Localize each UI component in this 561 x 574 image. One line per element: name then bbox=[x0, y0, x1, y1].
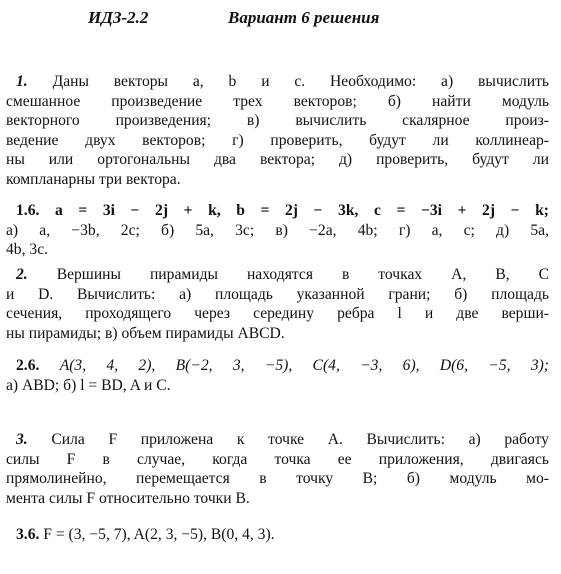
task-1-variant bbox=[6, 201, 549, 260]
task-2-line-1: 2. Вершины пирамиды находятся в точках A, B, C bbox=[16, 266, 549, 283]
task-1 bbox=[6, 72, 549, 190]
task-1-number: 1. bbox=[16, 73, 28, 90]
task-3-line-1: 3. Сила F приложена к точке A. Вычислить: а) работу bbox=[16, 431, 549, 448]
task-1-vectors bbox=[6, 201, 549, 221]
task-1-line-6: компланарны три вектора. bbox=[6, 170, 181, 188]
task-2-line-2: и D. Вычислить: а) площадь указанной грани; б) площадь bbox=[6, 285, 549, 303]
task-2-answer: а) ABD; б) l = BD, A и C. bbox=[6, 376, 171, 394]
task-1-line-5: ны или ортогональны два вектора; д) проверить, будут ли bbox=[6, 151, 549, 169]
task-2-points: 2.6. A(3, 4, 2), B(−2, 3, −5), C(4, −3, 6), D(6, −5, 3); bbox=[16, 357, 549, 374]
task-1-variant-number: 1.6. bbox=[16, 202, 40, 219]
task-3-line-3: прямолинейно, перемещается в точку B; б) модуль мо- bbox=[6, 470, 549, 488]
task-2-number: 2. bbox=[16, 266, 28, 283]
task-1-line-2: смешанное произведение трех векторов; б) найти модуль bbox=[6, 92, 549, 110]
header-code: ИДЗ-2.2 bbox=[88, 8, 149, 27]
vector-a: a = 3i − 2j + k, bbox=[54, 202, 221, 219]
task-1-line-4: ведение двух векторов; г) проверить, будут ли коллинеар- bbox=[6, 131, 549, 149]
task-3 bbox=[6, 430, 549, 508]
task-1-line-1: 1. Даны векторы a, b и c. Необходимо: а) вычислить bbox=[16, 73, 549, 90]
task-1-answers-2: 4b, 3c. bbox=[6, 241, 49, 259]
task-1-answers-1: а) a, −3b, 2c; б) 5a, 3c; в) −2a, 4b; г) a, c; д) 5a, bbox=[6, 221, 549, 239]
task-2-line-4: ны пирамиды; в) объем пирамиды ABCD. bbox=[6, 324, 285, 342]
task-3-variant bbox=[6, 525, 549, 545]
task-2-variant-number: 2.6. bbox=[16, 357, 40, 374]
task-3-data: 3.6. F = (3, −5, 7), A(2, 3, −5), B(0, 4, 3). bbox=[16, 526, 275, 543]
task-1-line-3: векторного произведения; в) вычислить скалярное произ- bbox=[6, 112, 549, 130]
vector-b: b = 2j − 3k, bbox=[236, 202, 359, 219]
task-2 bbox=[6, 265, 549, 343]
task-3-variant-number: 3.6. bbox=[16, 526, 40, 543]
task-3-line-2: силы F в случае, когда точка ее приложения, двигаясь bbox=[6, 450, 549, 468]
task-3-number: 3. bbox=[16, 431, 28, 448]
task-2-variant bbox=[6, 356, 549, 395]
vector-c: c = −3i + 2j − k; bbox=[374, 202, 549, 219]
task-2-line-3: сечения, проходящего через середину ребра l и две верши- bbox=[6, 305, 549, 323]
header-variant: Вариант 6 решения bbox=[228, 8, 380, 27]
task-3-line-4: мента силы F относительно точки B. bbox=[6, 489, 250, 507]
